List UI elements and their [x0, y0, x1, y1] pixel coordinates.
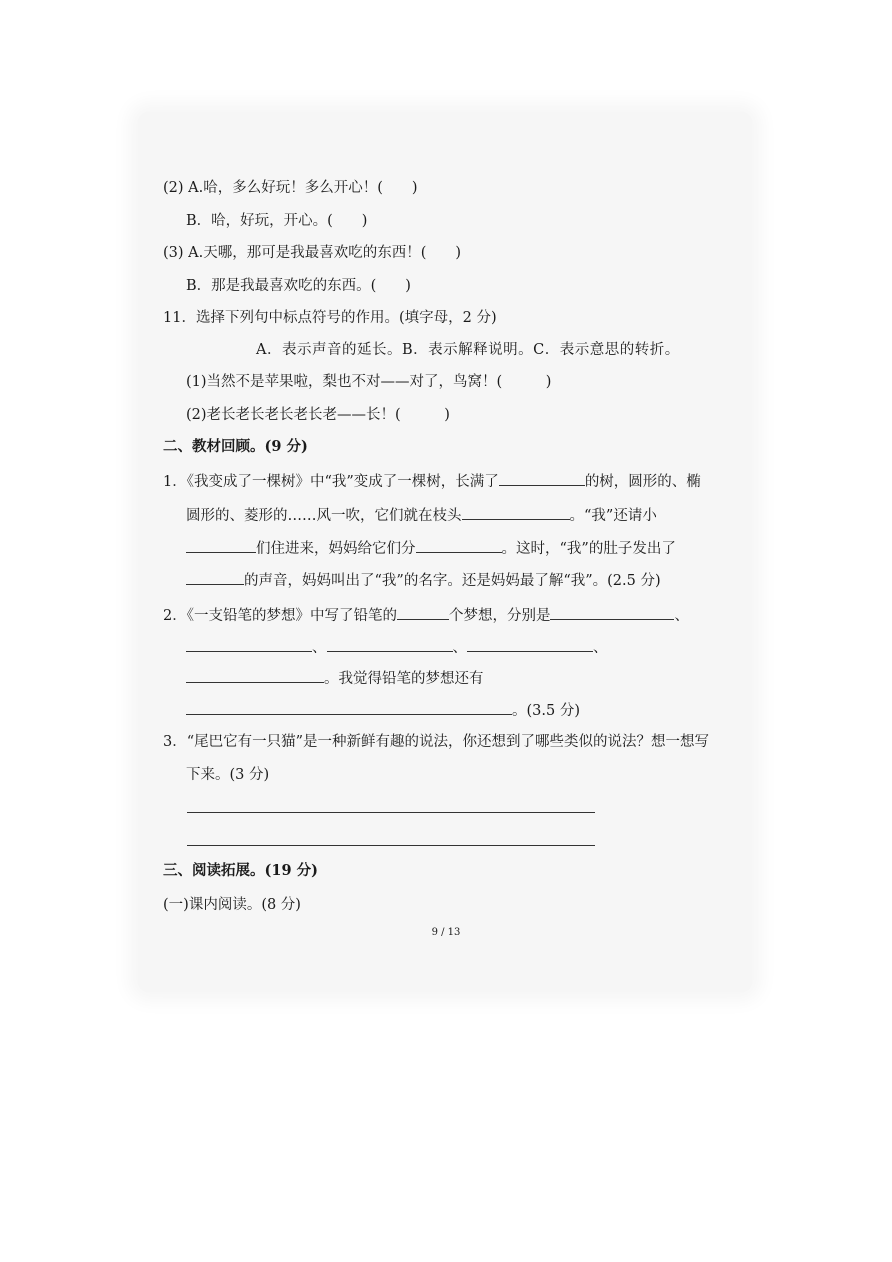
s2-q1-line4	[186, 570, 661, 590]
answer-blank[interactable]	[467, 637, 593, 652]
q11-sentence-2: (2)老长老长老长老长老——长！( )	[186, 407, 450, 423]
q10-option-2a: (2) A.哈，多么好玩！多么开心！( )	[163, 180, 418, 196]
answer-blank[interactable]	[327, 637, 453, 652]
q11-sentence-1: (1)当然不是苹果啦，梨也不对——对了，鸟窝！( )	[186, 374, 552, 390]
q10-option-3a: (3) A.天哪，那可是我最喜欢吃的东西！( )	[163, 245, 462, 261]
answer-blank[interactable]	[499, 471, 585, 486]
page-number: 9 / 13	[431, 927, 461, 938]
q11-options: A．表示声音的延长。B．表示解释说明。C．表示意思的转折。	[256, 342, 680, 358]
s2-q1-line2-text-b: 。“我”还请小	[569, 508, 657, 524]
q10-option-2b: B．哈，好玩，开心。( )	[186, 213, 368, 229]
s2-q1-line2	[186, 505, 657, 525]
s2-q1-line1	[163, 471, 701, 491]
s2-q2-line3-text: 。我觉得铅笔的梦想还有	[324, 671, 484, 687]
answer-blank[interactable]	[397, 605, 449, 620]
s2-q3-line1: 3．“尾巴它有一只猫”是一种新鲜有趣的说法，你还想到了哪些类似的说法？想一想写	[163, 734, 710, 750]
s2-q2-line1-text-b: 个梦想，分别是	[448, 608, 551, 624]
s2-q2-line1-text-a: 2．《一支铅笔的梦想》中写了铅笔的	[163, 608, 397, 624]
s2-q2-line4	[186, 700, 580, 720]
separator: 、	[452, 640, 467, 656]
answer-blank[interactable]	[186, 538, 256, 553]
s2-q1-line3-text-a: 们住进来，妈妈给它们分	[256, 541, 416, 557]
answer-blank[interactable]	[186, 570, 244, 585]
answer-blank[interactable]	[462, 505, 570, 520]
q10-option-3b: B．那是我最喜欢吃的东西。( )	[186, 278, 411, 294]
answer-blank[interactable]	[416, 538, 502, 553]
s2-q2-line1	[163, 605, 689, 625]
answer-line[interactable]	[187, 845, 595, 846]
s2-q1-line2-text-a: 圆形的、菱形的……风一吹，它们就在枝头	[186, 508, 462, 524]
s2-q1-line4-text: 的声音，妈妈叫出了“我”的名字。还是妈妈最了解“我”。(2.5 分)	[244, 573, 661, 589]
s2-q2-line2	[186, 637, 608, 657]
s2-q2-line4-text: 。(3.5 分)	[512, 703, 580, 719]
q11-title: 11．选择下列句中标点符号的作用。(填字母，2 分)	[163, 310, 497, 326]
answer-line[interactable]	[187, 812, 595, 813]
separator: 、	[593, 640, 608, 656]
answer-blank[interactable]	[186, 668, 324, 683]
separator: 、	[312, 640, 327, 656]
s2-q3-line2: 下来。(3 分)	[186, 767, 270, 783]
section3-title: 三、阅读拓展。(19 分)	[163, 862, 318, 879]
answer-blank[interactable]	[550, 605, 674, 620]
separator: 、	[674, 608, 689, 624]
s2-q1-line1-text-a: 1．《我变成了一棵树》中“我”变成了一棵树，长满了	[163, 474, 499, 490]
section2-title: 二、教材回顾。(9 分)	[163, 438, 308, 455]
answer-blank[interactable]	[186, 700, 512, 715]
section3-sub1-title: (一)课内阅读。(8 分)	[163, 897, 301, 913]
s2-q1-line1-text-b: 的树，圆形的、椭	[584, 474, 701, 490]
answer-blank[interactable]	[186, 637, 312, 652]
s2-q1-line3-text-b: 。这时，“我”的肚子发出了	[501, 541, 676, 557]
s2-q2-line3	[186, 668, 484, 688]
s2-q1-line3	[186, 538, 676, 558]
